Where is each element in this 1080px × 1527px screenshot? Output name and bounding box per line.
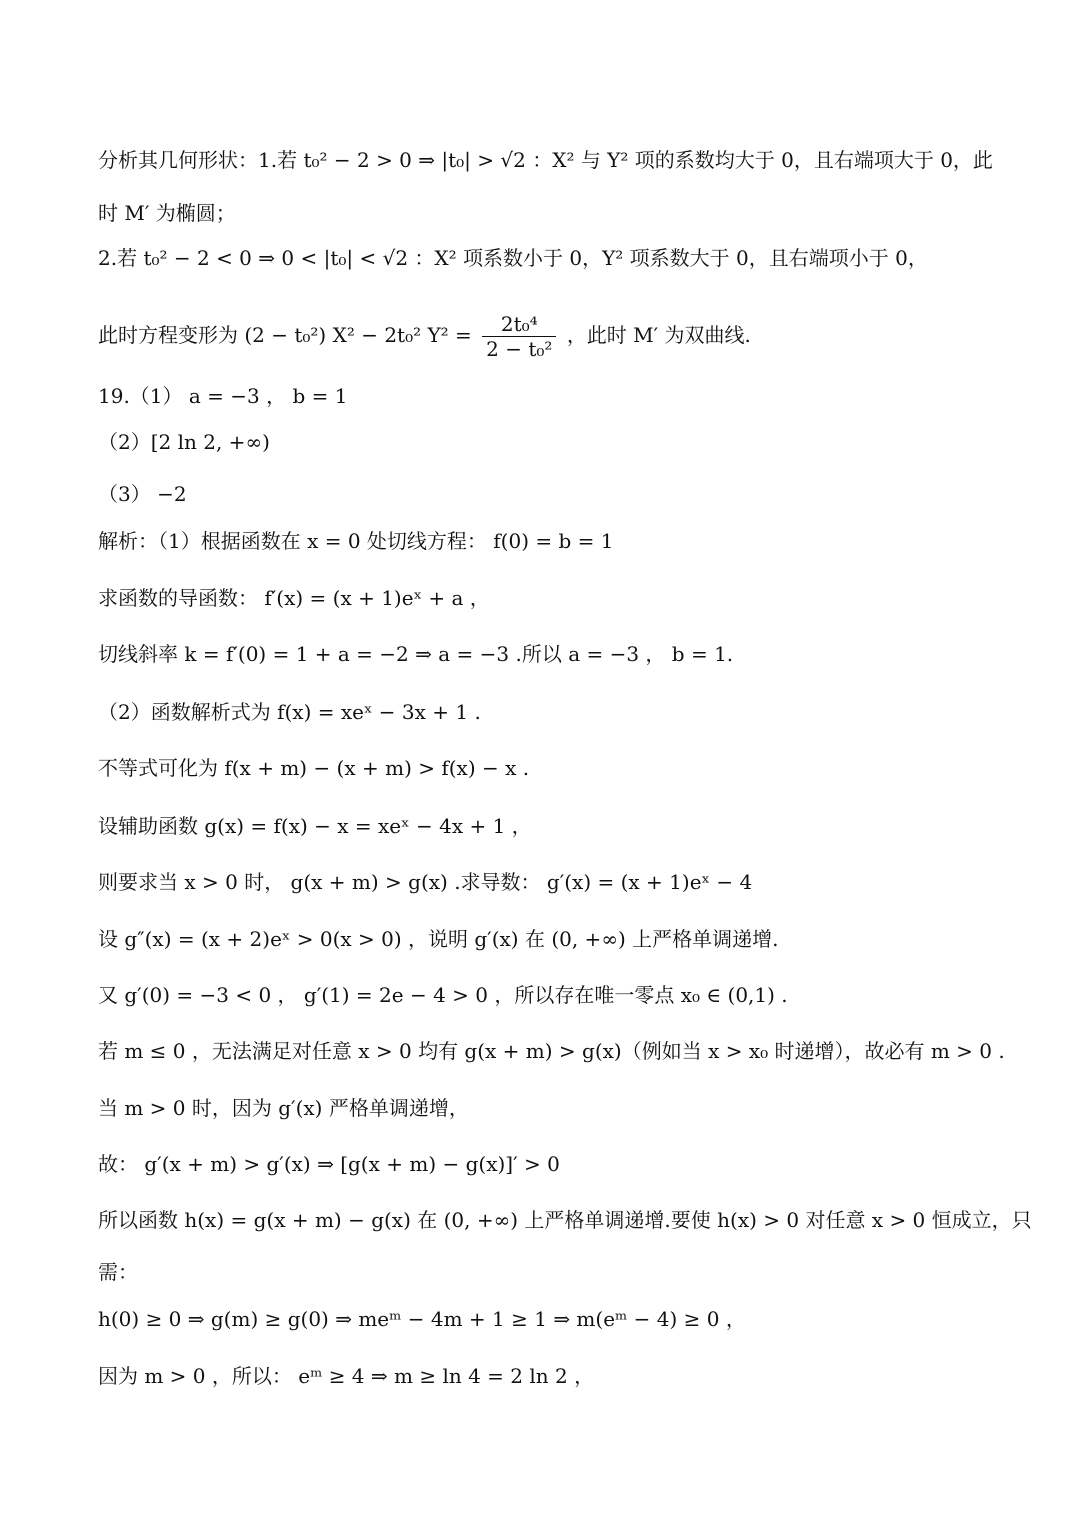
text-line: 不等式可化为 f(x + m) − (x + m) > f(x) − x . [98, 756, 530, 780]
text-line: 故： g′(x + m) > g′(x) ⇒ [g(x + m) − g(x)]′ > 0 [98, 1152, 560, 1176]
text-line: 求函数的导函数： f′(x) = (x + 1)eˣ + a ， [98, 586, 490, 610]
text-line: 又 g′(0) = −3 < 0 ， g′(1) = 2e − 4 > 0 ，所以存在唯一零点 x₀ ∈ (0,1) . [98, 983, 788, 1007]
text-line: 解析：（1）根据函数在 x = 0 处切线方程： f(0) = b = 1 [98, 529, 614, 553]
text-line: 2.若 t₀² − 2 < 0 ⇒ 0 < |t₀| < √2 ：X² 项系数小于 0，Y² 项系数大于 0，且右端项小于 0， [98, 246, 928, 270]
text-line: 当 m > 0 时，因为 g′(x) 严格单调递增， [98, 1096, 469, 1120]
text-line: 分析其几何形状：1.若 t₀² − 2 > 0 ⇒ |t₀| > √2 ：X² 与 Y² 项的系数均大于 0，且右端项大于 0，此 [98, 148, 993, 172]
text-line: （3） −2 [98, 482, 187, 506]
text-line: 设辅助函数 g(x) = f(x) − x = xeˣ − 4x + 1 ， [98, 814, 532, 838]
equation-prefix: 此时方程变形为 (2 − t₀²) X² − 2t₀² Y² = [98, 323, 472, 347]
text-line: 则要求当 x > 0 时， g(x + m) > g(x) .求导数： g′(x) = (x + 1)eˣ − 4 [98, 870, 753, 894]
equation-suffix: ，此时 M′ 为双曲线. [566, 323, 751, 347]
fraction [482, 312, 556, 361]
text-line: 需： [98, 1260, 138, 1284]
text-line: 设 g″(x) = (x + 2)eˣ > 0(x > 0) ，说明 g′(x) 在 (0, +∞) 上严格单调递增. [98, 927, 779, 951]
fraction-numerator: 2t₀⁴ [482, 312, 556, 337]
text-line: 19.（1） a = −3 ， b = 1 [98, 384, 348, 408]
text-line-equation [98, 312, 990, 361]
text-line: （2）函数解析式为 f(x) = xeˣ − 3x + 1 . [98, 700, 481, 724]
text-line: h(0) ≥ 0 ⇒ g(m) ≥ g(0) ⇒ meᵐ − 4m + 1 ≥ 1 ⇒ m(eᵐ − 4) ≥ 0 ， [98, 1307, 746, 1331]
text-line: 所以函数 h(x) = g(x + m) − g(x) 在 (0, +∞) 上严格单调递增.要使 h(x) > 0 对任意 x > 0 恒成立，只 [98, 1208, 1032, 1232]
text-line: 切线斜率 k = f′(0) = 1 + a = −2 ⇒ a = −3 .所以 a = −3 ， b = 1. [98, 642, 734, 666]
text-line: 若 m ≤ 0 ，无法满足对任意 x > 0 均有 g(x + m) > g(x)（例如当 x > x₀ 时递增），故必有 m > 0 . [98, 1039, 1005, 1063]
fraction-denominator: 2 − t₀² [486, 337, 553, 361]
text-line: 因为 m > 0 ，所以： eᵐ ≥ 4 ⇒ m ≥ ln 4 = 2 ln 2 ， [98, 1364, 595, 1388]
text-line: （2）[2 ln 2, +∞) [98, 430, 270, 454]
text-line: 时 M′ 为椭圆； [98, 201, 236, 225]
